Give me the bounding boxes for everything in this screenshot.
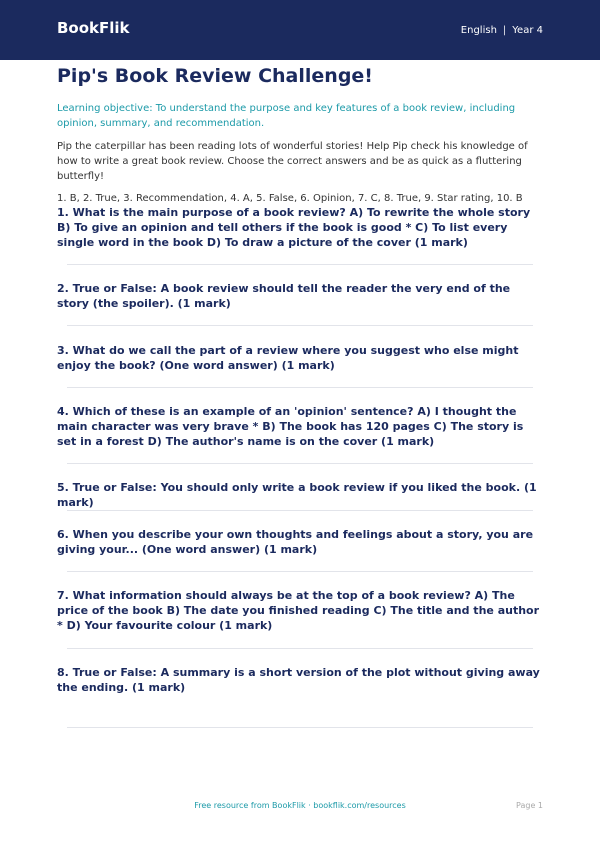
year-label: Year 4: [512, 24, 543, 36]
page-number: Page 1: [516, 801, 543, 810]
answer-line[interactable]: [67, 463, 533, 464]
question-8: 8. True or False: A summary is a short version of the plot without giving away the ending. (1 mark): [57, 666, 540, 694]
learning-objective: Learning objective: To understand the purpose and key features of a book review, including opinion, summary, and recommendation.: [57, 103, 516, 129]
answer-line[interactable]: [67, 727, 533, 728]
answer-line[interactable]: [67, 387, 533, 388]
intro-text: Pip the caterpillar has been reading lots of wonderful stories! Help Pip check his knowledge of how to write a great book review. Choose the correct answers and be as quick as a fluttering butterfly!: [57, 141, 528, 182]
answer-line[interactable]: [67, 571, 533, 572]
meta-separator: |: [502, 24, 507, 36]
question-6: 6. When you describe your own thoughts and feelings about a story, you are giving your... (One word answer) (1 mark): [57, 528, 534, 556]
answer-line[interactable]: [67, 264, 533, 265]
question-5: 5. True or False: You should only write a book review if you liked the book. (1 mark): [57, 481, 537, 509]
subject-label: English: [460, 24, 497, 36]
question-4: 4. Which of these is an example of an 'opinion' sentence? A) I thought the main character was very brave * B) The book has 120 pages C) The story is set in a forest D) The author's name is on the cover (1 mark): [57, 405, 524, 448]
question-7: 7. What information should always be at the top of a book review? A) The price of the book B) The date you finished reading C) The title and the author * D) Your favourite colour (1 mark): [57, 589, 540, 632]
answer-line[interactable]: [67, 648, 533, 649]
page-title: Pip's Book Review Challenge!: [57, 65, 373, 87]
answer-line[interactable]: [67, 325, 533, 326]
footer-link[interactable]: Free resource from BookFlik · bookflik.com/resources: [194, 801, 406, 810]
question-3: 3. What do we call the part of a review where you suggest who else might enjoy the book? (One word answer) (1 mark): [57, 344, 519, 372]
answer-key: 1. B, 2. True, 3. Recommendation, 4. A, 5. False, 6. Opinion, 7. C, 8. True, 9. Star rating, 10. B: [57, 193, 523, 204]
answer-line[interactable]: [67, 510, 533, 511]
brand-logo[interactable]: BookFlik: [57, 19, 130, 37]
question-2: 2. True or False: A book review should tell the reader the very end of the story (the spoiler). (1 mark): [57, 282, 511, 310]
question-1: 1. What is the main purpose of a book review? A) To rewrite the whole story B) To give an opinion and tell others if the book is good * C) To list every single word in the book D) To draw a picture of the cover (1 mark): [57, 206, 531, 249]
questions-list: [57, 0, 543, 848]
